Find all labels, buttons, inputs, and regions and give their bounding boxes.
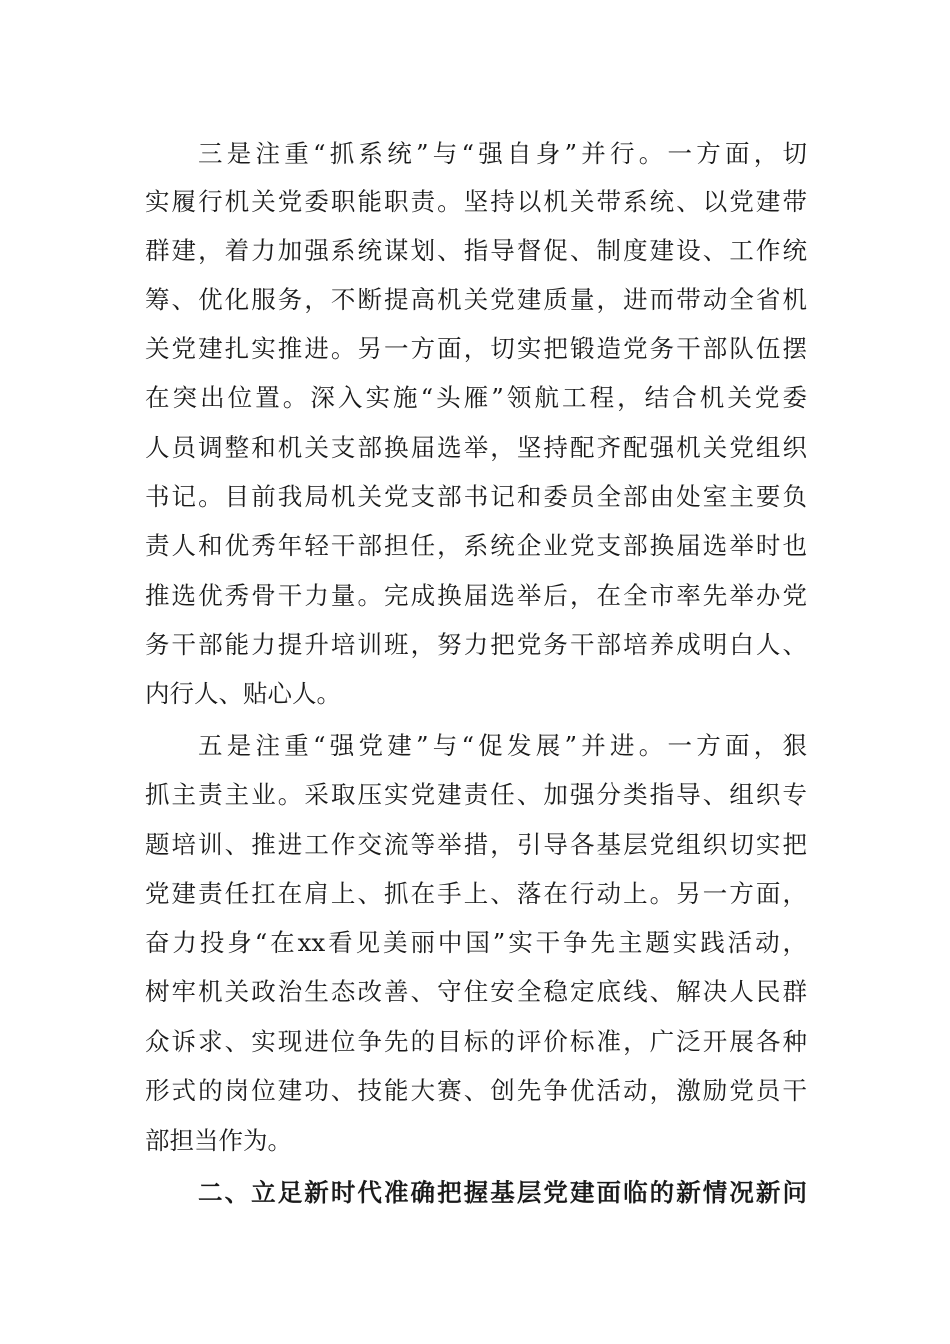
paragraph-line: 实履行机关党委职能职责。坚持以机关带系统、以党建带 xyxy=(145,187,807,216)
paragraph-line: 人员调整和机关支部换届选举，坚持配齐配强机关党组织 xyxy=(145,433,807,462)
paragraph-line: 群建，着力加强系统谋划、指导督促、制度建设、工作统 xyxy=(145,236,807,265)
paragraph-line: 树牢机关政治生态改善、守住安全稳定底线、解决人民群 xyxy=(145,977,807,1006)
paragraph-line: 抓主责主业。采取压实党建责任、加强分类指导、组织专 xyxy=(145,780,807,809)
paragraph-line: 在突出位置。深入实施“头雁”领航工程，结合机关党委 xyxy=(145,383,807,412)
section-heading: 二、立足新时代准确把握基层党建面临的新情况新问 xyxy=(198,1178,807,1207)
paragraph-line: 形式的岗位建功、技能大赛、创先争优活动，激励党员干 xyxy=(145,1076,807,1105)
paragraph-line: 关党建扎实推进。另一方面，切实把锻造党务干部队伍摆 xyxy=(145,334,807,363)
paragraph-line: 三是注重“抓系统”与“强自身”并行。一方面，切 xyxy=(198,139,807,168)
paragraph-line: 内行人、贴心人。 xyxy=(145,679,341,708)
paragraph-line: 筹、优化服务，不断提高机关党建质量，进而带动全省机 xyxy=(145,285,807,314)
paragraph-line: 五是注重“强党建”与“促发展”并进。一方面，狠 xyxy=(198,731,807,760)
paragraph-line: 务干部能力提升培训班，努力把党务干部培养成明白人、 xyxy=(145,630,807,659)
paragraph-line: 党建责任扛在肩上、抓在手上、落在行动上。另一方面， xyxy=(145,879,807,908)
paragraph-line: 责人和优秀年轻干部担任，系统企业党支部换届选举时也 xyxy=(145,531,807,560)
paragraph-line: 题培训、推进工作交流等举措，引导各基层党组织切实把 xyxy=(145,830,807,859)
paragraph-line: 推选优秀骨干力量。完成换届选举后，在全市率先举办党 xyxy=(145,581,807,610)
paragraph-line: 奋力投身“在xx看见美丽中国”实干争先主题实践活动， xyxy=(145,928,807,957)
paragraph-line: 书记。目前我局机关党支部书记和委员全部由处室主要负 xyxy=(145,482,807,511)
paragraph-line: 众诉求、实现进位争先的目标的评价标准，广泛开展各种 xyxy=(145,1027,807,1056)
paragraph-line: 部担当作为。 xyxy=(145,1126,292,1155)
